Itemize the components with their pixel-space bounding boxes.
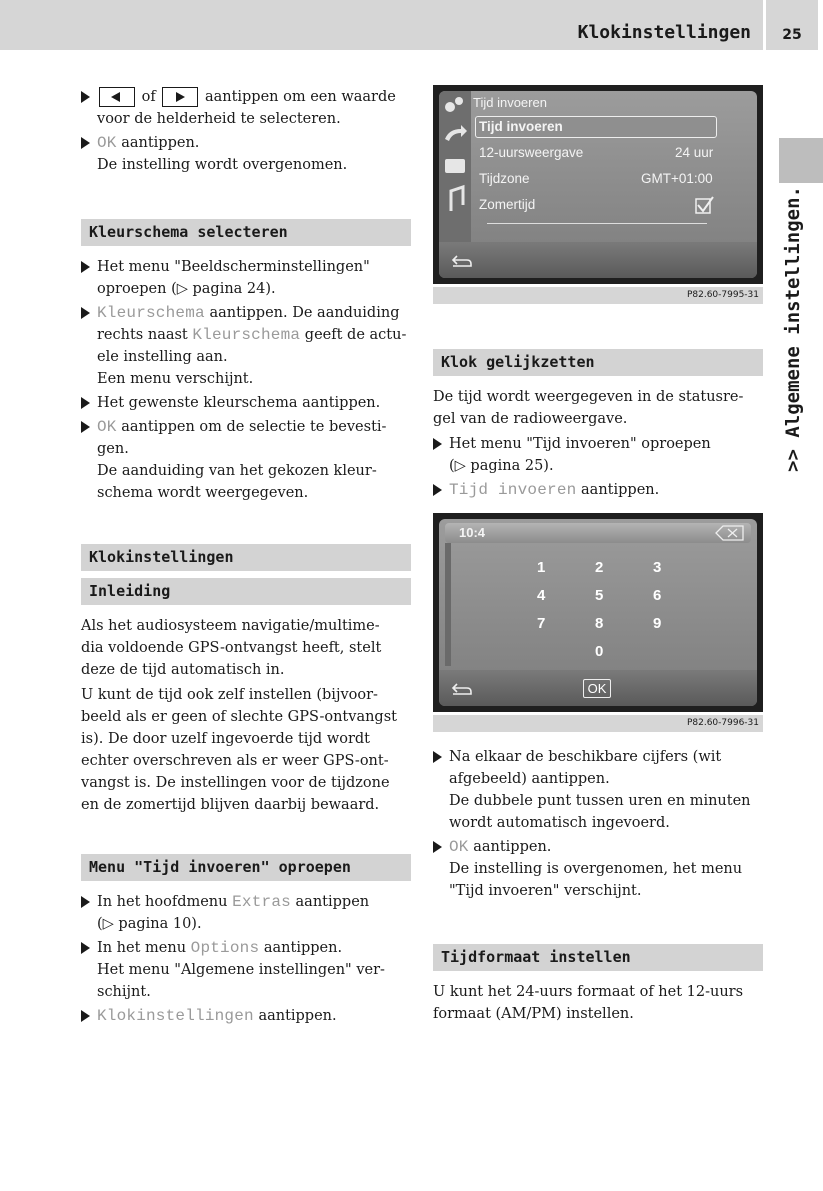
- list-item: OK aantippen.: [433, 836, 763, 858]
- list-item: Het menu "Beeldscherminstellingen" oproepen (▷ pagina 24).: [81, 256, 411, 300]
- entry-value: 10:4: [459, 525, 486, 540]
- side-tab-marker: [779, 138, 823, 183]
- result-text: Het menu "Algemene instellingen" ver- schijnt.: [97, 962, 385, 1000]
- back-icon: [451, 682, 473, 696]
- screen-menu-icons: [439, 91, 471, 231]
- menu-item-12-uursweergave: 12-uursweergave: [479, 145, 584, 160]
- menu-item-zomertijd: Zomertijd: [479, 197, 536, 212]
- key-6[interactable]: 6: [653, 587, 662, 604]
- paragraph: U kunt de tijd ook zelf instellen (bijvoor- beeld als er geen of slechte GPS-ontvangst is). De door uzelf ingevoerde tijd wordt echter overschreven als er weer GPS-ont- vangst is. De instellingen voor de tijdzone en de zomertijd blijven daarbij bewaard.: [81, 687, 397, 813]
- list-item: Het menu "Tijd invoeren" oproepen (▷ pagina 25).: [433, 433, 763, 477]
- result-text: De aanduiding van het gekozen kleur- schema wordt weergegeven.: [97, 463, 377, 501]
- list-item: OK aantippen.: [81, 132, 411, 154]
- menu-item-tijdzone: Tijdzone: [479, 171, 530, 186]
- figure-caption-2: P82.60-7996-31: [433, 715, 763, 732]
- gears-icon: [445, 97, 463, 112]
- screenshot-number-entry: [433, 513, 763, 712]
- key-8[interactable]: 8: [595, 615, 604, 632]
- left-arrow-key-icon: [99, 87, 135, 107]
- list-item: Na elkaar de beschikbare cijfers (wit afgebeeld) aantippen.: [433, 746, 763, 790]
- screen-bottom-bar: [439, 670, 757, 706]
- radio-icon: [445, 159, 465, 173]
- result-text: De instelling is overgenomen, het menu "Tijd invoeren" verschijnt.: [449, 861, 743, 899]
- key-5[interactable]: 5: [595, 587, 604, 604]
- scroll-track: [487, 223, 707, 224]
- ok-button[interactable]: OK: [583, 679, 611, 698]
- list-item: Klokinstellingen aantippen.: [81, 1005, 411, 1027]
- section-heading-kleurschema: Kleurschema selecteren: [81, 219, 411, 246]
- section-heading-tijdformaat: Tijdformaat instellen: [433, 944, 763, 971]
- checkbox-checked-icon: [695, 195, 715, 215]
- list-item: Tijd invoeren aantippen.: [433, 479, 763, 501]
- key-0[interactable]: 0: [595, 643, 604, 660]
- screen-bottom-bar: [439, 242, 757, 278]
- menu-value-24-uur: 24 uur: [675, 145, 714, 160]
- page-number: 25: [782, 27, 802, 43]
- paragraph: De tijd wordt weergegeven in de statusre- gel van de radioweergave.: [433, 389, 744, 427]
- paragraph: U kunt het 24-uurs formaat of het 12-uurs formaat (AM/PM) instellen.: [433, 984, 744, 1022]
- side-section-label: >> Algemene instellingen.: [782, 186, 804, 472]
- screen-title: Tijd invoeren: [473, 95, 547, 110]
- menu-value-tijdzone: GMT+01:00: [641, 171, 713, 186]
- list-item: Kleurschema aantippen. De aanduiding rechts naast Kleurschema geeft de actu- ele instelling aan.: [81, 302, 411, 368]
- list-item: OK aantippen om de selectie te bevesti- gen.: [81, 416, 411, 460]
- music-note-icon: [451, 187, 463, 211]
- paragraph: Als het audiosysteem navigatie/multime- dia voldoende GPS-ontvangst heeft, stelt deze de tijd automatisch in.: [81, 618, 382, 678]
- screen-icon-column: [439, 91, 471, 242]
- key-7[interactable]: 7: [537, 615, 546, 632]
- section-heading-menu-tijd-invoeren: Menu "Tijd invoeren" oproepen: [81, 854, 411, 881]
- right-arrow-key-icon: [162, 87, 198, 107]
- page-title: Klokinstellingen: [577, 22, 751, 43]
- left-column: [81, 86, 411, 1027]
- list-item: In het hoofdmenu Extras aantippen (▷ pagina 10).: [81, 891, 411, 935]
- result-text: De instelling wordt overgenomen.: [97, 157, 348, 173]
- key-4[interactable]: 4: [537, 587, 546, 604]
- screen-left-edge: [445, 543, 451, 666]
- key-9[interactable]: 9: [653, 615, 662, 632]
- subsection-heading-inleiding: Inleiding: [81, 578, 411, 605]
- key-1[interactable]: 1: [537, 559, 546, 576]
- figure-caption-1: P82.60-7995-31: [433, 287, 763, 304]
- result-text: De dubbele punt tussen uren en minuten wordt automatisch ingevoerd.: [449, 793, 751, 831]
- delete-icon: [715, 525, 745, 541]
- section-heading-klok-gelijkzetten: Klok gelijkzetten: [433, 349, 763, 376]
- menu-item-tijd-invoeren: Tijd invoeren: [479, 119, 563, 134]
- entry-field: [445, 523, 751, 543]
- navigation-arrow-icon: [445, 125, 467, 141]
- result-text: Een menu verschijnt.: [97, 371, 254, 387]
- key-2[interactable]: 2: [595, 559, 604, 576]
- list-item: of aantippen om een waarde voor de helderheid te selecteren.: [81, 86, 411, 130]
- back-icon: [451, 254, 473, 268]
- list-item: In het menu Options aantippen.: [81, 937, 411, 959]
- section-heading-klokinstellingen: Klokinstellingen: [81, 544, 411, 571]
- list-item: Het gewenste kleurschema aantippen.: [81, 392, 411, 414]
- screenshot-tijd-invoeren-menu: [433, 85, 763, 284]
- right-column-top: [433, 349, 763, 501]
- key-3[interactable]: 3: [653, 559, 662, 576]
- right-column-bottom: [433, 746, 763, 1025]
